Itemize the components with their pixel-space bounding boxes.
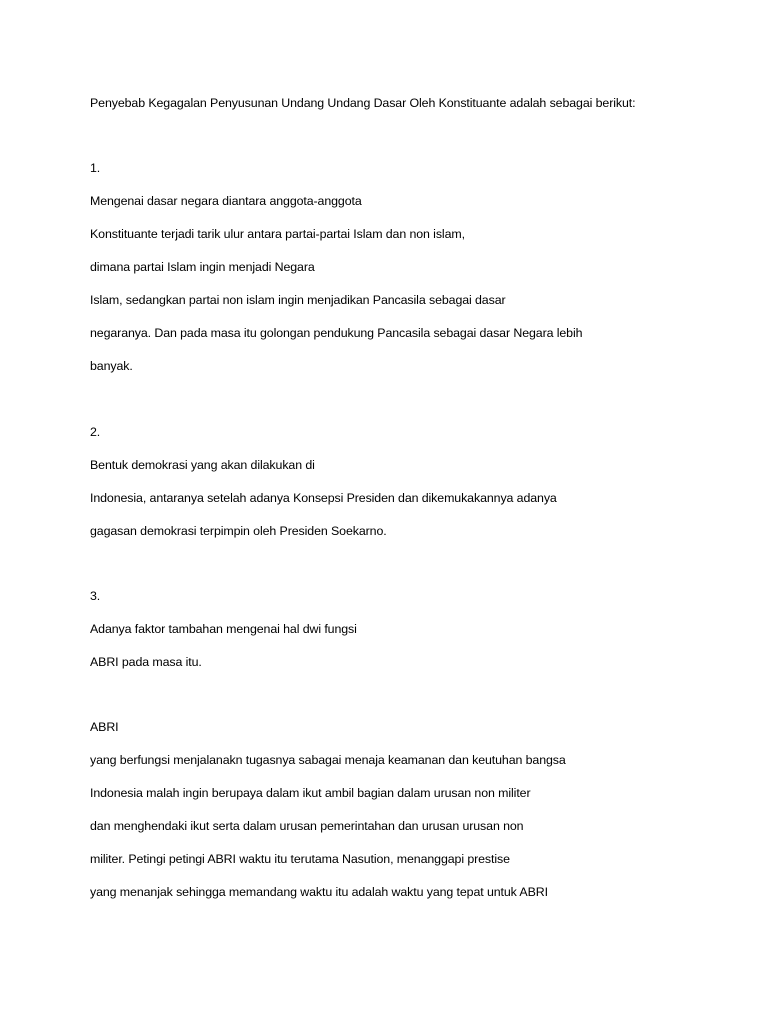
section-abri-heading: ABRI (90, 720, 119, 734)
section-1-line: Mengenai dasar negara diantara anggota-anggota (90, 194, 362, 208)
section-3-number: 3. (90, 589, 101, 603)
section-2-line: Indonesia, antaranya setelah adanya Konsepsi Presiden dan dikemukakannya adanya (90, 491, 557, 505)
section-2-line: gagasan demokrasi terpimpin oleh Presiden Soekarno. (90, 524, 387, 538)
section-2-line: Bentuk demokrasi yang akan dilakukan di (90, 458, 315, 472)
section-2-number: 2. (90, 425, 101, 439)
section-1-line: negaranya. Dan pada masa itu golongan pendukung Pancasila sebagai dasar Negara lebih (90, 326, 583, 340)
section-1-line: dimana partai Islam ingin menjadi Negara (90, 260, 315, 274)
section-abri-line: dan menghendaki ikut serta dalam urusan pemerintahan dan urusan urusan non (90, 819, 524, 833)
section-1-line: Konstituante terjadi tarik ulur antara partai-partai Islam dan non islam, (90, 227, 465, 241)
section-1-line: Islam, sedangkan partai non islam ingin menjadikan Pancasila sebagai dasar (90, 293, 506, 307)
section-3-line: Adanya faktor tambahan mengenai hal dwi fungsi (90, 622, 357, 636)
section-3-line: ABRI pada masa itu. (90, 655, 202, 669)
section-abri-line: Indonesia malah ingin berupaya dalam ikut ambil bagian dalam urusan non militer (90, 786, 531, 800)
section-abri-line: yang berfungsi menjalanakn tugasnya sabagai menaja keamanan dan keutuhan bangsa (90, 753, 566, 767)
document-title: Penyebab Kegagalan Penyusunan Undang Undang Dasar Oleh Konstituante adalah sebagai berikut: (90, 96, 636, 110)
section-abri-line: yang menanjak sehingga memandang waktu itu adalah waktu yang tepat untuk ABRI (90, 885, 548, 899)
section-1-line: banyak. (90, 359, 133, 373)
section-1-number: 1. (90, 161, 101, 175)
section-abri-line: militer. Petingi petingi ABRI waktu itu terutama Nasution, menanggapi prestise (90, 852, 510, 866)
